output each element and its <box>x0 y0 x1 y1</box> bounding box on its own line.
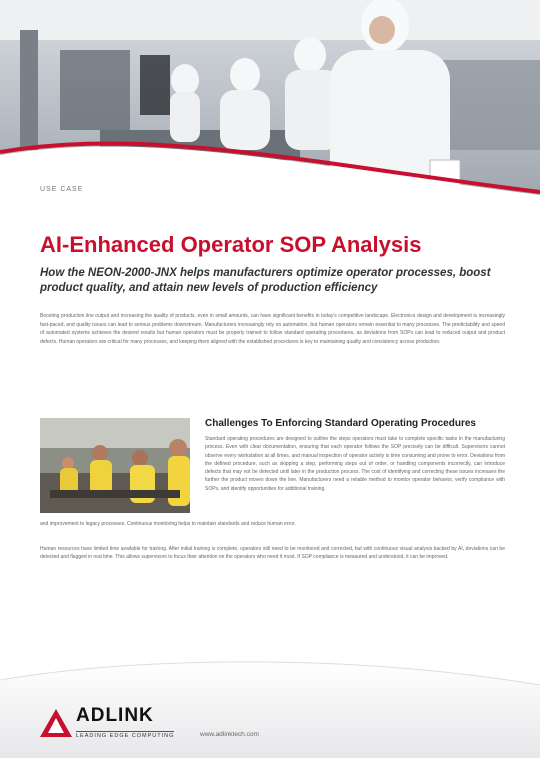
brand-tagline: LEADING EDGE COMPUTING <box>76 733 175 739</box>
intro-paragraph: Boosting production line output and increasing the quality of products, even in small amounts, can have significant benefits in today's competitive landscape. Electronics design and development is increasingly fast-paced, and quality issues can lead to serious problems downstream. Manufacturers increasingly rely on automation, but human operators remain essential to many processes. The predictability and speed of automated systems achieves the desired results but human operators must be properly trained to follow standard operating procedures, as deviations from SOPs can lead to reduced output and product defects. Human operators are critical for many processes, and keeping them aligned with the established procedures is key to maintaining quality and consistency across production. <box>40 313 505 345</box>
section-paragraph-continued: and improvement to legacy processes. Continuous monitoring helps to maintain standards and reduce human error. <box>40 521 296 527</box>
brand-name: ADLINK <box>76 705 154 726</box>
document-label: USE CASE <box>40 186 84 193</box>
adlink-logo[interactable] <box>40 705 190 745</box>
website-link[interactable]: www.adlinktech.com <box>200 731 259 738</box>
operators-photo <box>40 418 190 513</box>
page-subtitle: How the NEON-2000-JNX helps manufacturers optimize operator processes, boost product quality, and attain new levels of production efficiency <box>40 267 491 294</box>
hero-image <box>0 0 540 215</box>
section-paragraph: Standard operating procedures are designed to outline the steps operators must take to complete specific tasks in the manufacturing process. Even with clear documentation, ensuring that each operator follows the SOP precisely can be difficult. Supervisors cannot observe every workstation at all times, and manual inspection of operator activity is time consuming and prone to error. Deviations from the defined procedure, such as skipping a step, performing steps out of order, or handling components incorrectly, can introduce defects that may not be detected until later in the production process. The cost of identifying and correcting these issues increases the further the product moves down the line. Manufacturers need a reliable method to monitor operator behavior, verify compliance with SOPs, and identify opportunities for additional training. <box>205 436 505 492</box>
page-title: AI-Enhanced Operator SOP Analysis <box>40 232 422 257</box>
section-title: Challenges To Enforcing Standard Operating Procedures <box>205 418 476 429</box>
section-paragraph-2: Human resources have limited time available for training. After initial training is complete, operators still need to be monitored and corrected, but with continuous visual analysis backed by AI, deviations can be detected and flagged in real time. This allows supervisors to focus their attention on the operators who need it most. If SOP compliance is measured and understood, it can be improved. <box>40 546 505 561</box>
adlink-logo-icon <box>40 709 72 737</box>
